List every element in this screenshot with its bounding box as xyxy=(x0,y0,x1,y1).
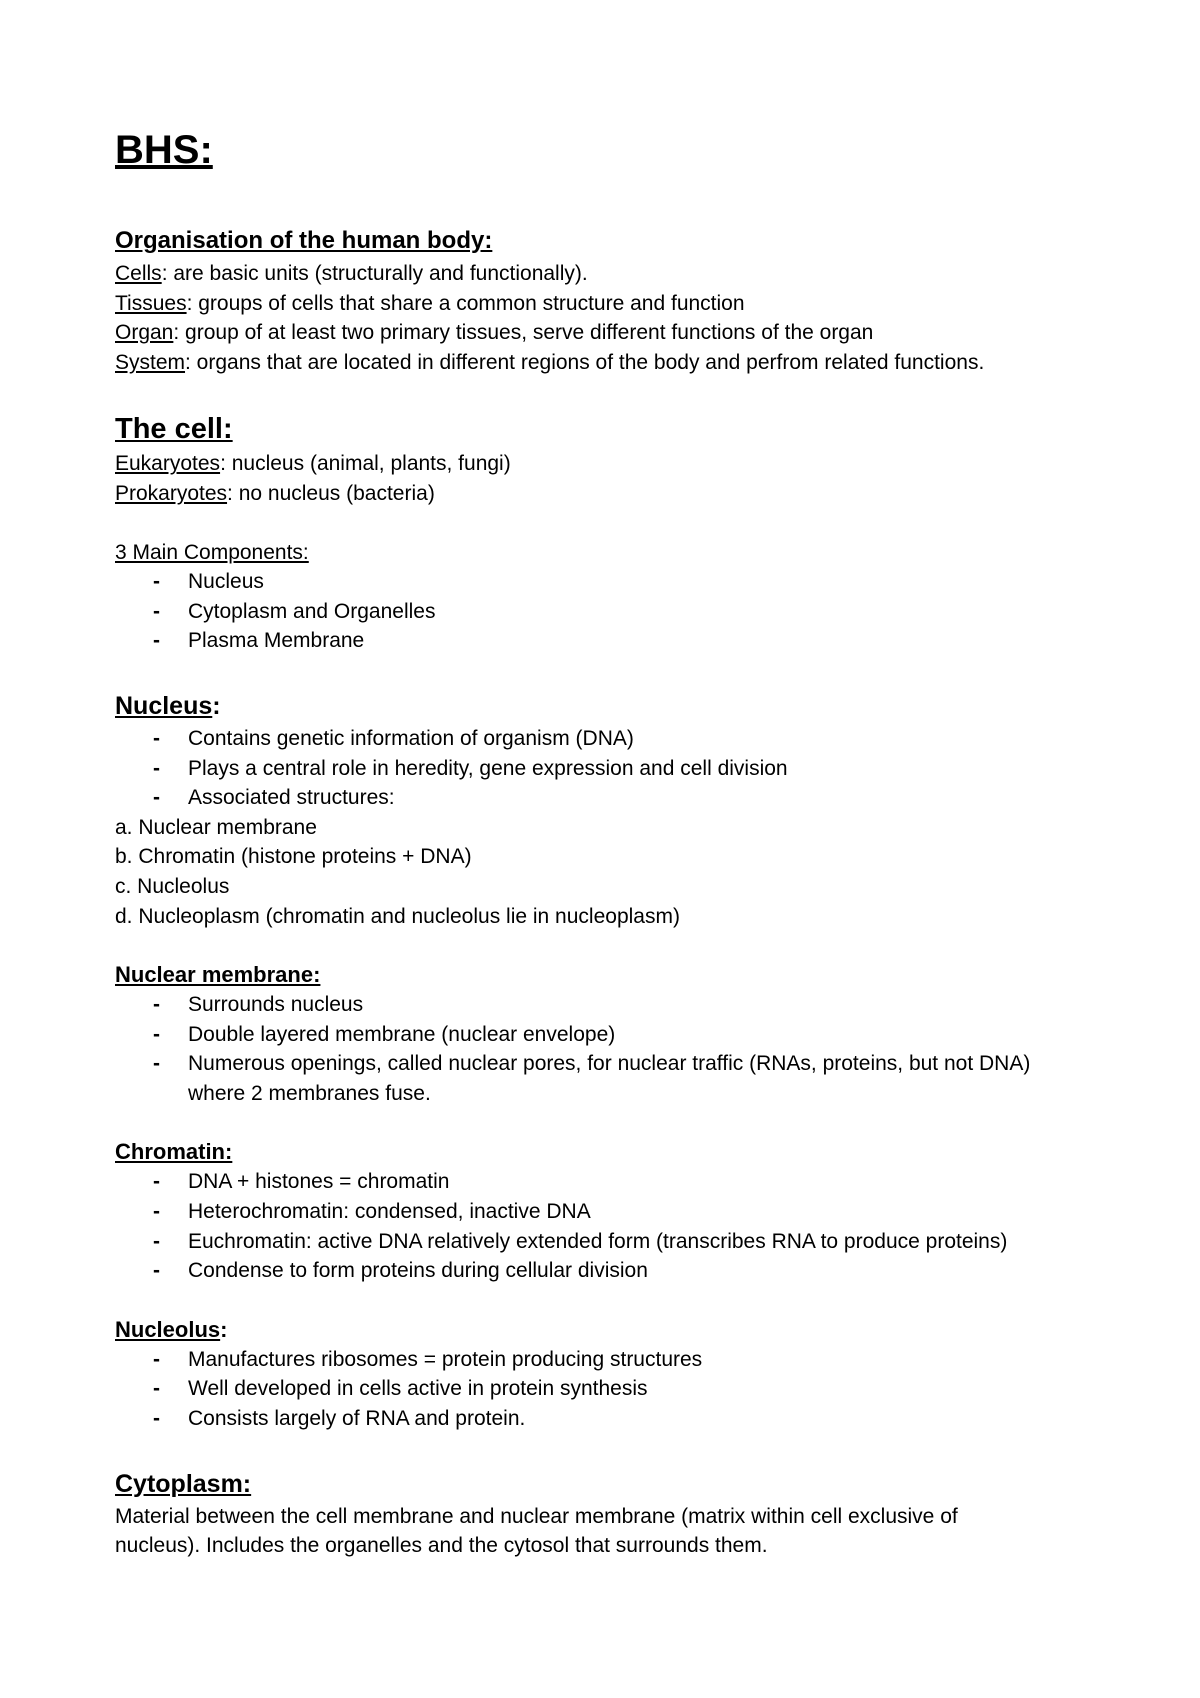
term-cells: Cells xyxy=(115,262,162,285)
list-item: - Well developed in cells active in protein synthesis xyxy=(115,1374,1115,1404)
definition-prokaryotes xyxy=(115,479,1115,509)
list-item-continuation: where 2 membranes fuse. xyxy=(188,1081,431,1105)
definition-text: : nucleus (animal, plants, fungi) xyxy=(220,452,511,476)
list-item: - Double layered membrane (nuclear envelope) xyxy=(115,1020,1115,1050)
list-item: - Plasma Membrane xyxy=(115,626,1115,656)
paragraph-line: nucleus). Includes the organelles and the cytosol that surrounds them. xyxy=(115,1534,768,1558)
heading-nuclear-membrane: Nuclear membrane: xyxy=(115,962,321,988)
list-item: - Surrounds nucleus xyxy=(115,990,1115,1020)
section-chromatin xyxy=(115,1137,1115,1285)
section-organisation xyxy=(115,223,1115,377)
list-item-text: - Numerous openings, called nuclear pores, for nuclear traffic (RNAs, proteins, but not DNA) xyxy=(188,1052,1031,1076)
term-tissues: Tissues xyxy=(115,291,187,315)
definition-text: : are basic units (structurally and functionally). xyxy=(161,262,588,285)
heading-cytoplasm-label: Cytoplasm: xyxy=(115,1469,252,1498)
components-list xyxy=(115,567,1115,656)
structure-item: b. Chromatin (histone proteins + DNA) xyxy=(115,845,472,869)
term-eukaryotes: Eukaryotes xyxy=(115,452,221,476)
section-nucleolus xyxy=(115,1315,1115,1434)
section-nuclear-membrane xyxy=(115,960,1115,1108)
heading-nucleolus xyxy=(115,1315,1115,1345)
list-item: - Heterochromatin: condensed, inactive DNA xyxy=(115,1197,1115,1227)
term-prokaryotes: Prokaryotes xyxy=(115,481,228,505)
definition-organ xyxy=(115,318,1115,348)
heading-main-components: 3 Main Components: xyxy=(115,540,309,564)
chromatin-list xyxy=(115,1167,1115,1285)
nucleus-list xyxy=(115,724,1115,813)
section-cytoplasm xyxy=(115,1466,1115,1561)
structure-item: a. Nuclear membrane xyxy=(115,815,317,839)
structure-item: c. Nucleolus xyxy=(115,874,230,898)
list-item: - Cytoplasm and Organelles xyxy=(115,597,1115,627)
heading-nucleus-suffix: : xyxy=(212,691,221,720)
term-system: System xyxy=(115,350,186,374)
cytoplasm-paragraph xyxy=(115,1502,1115,1561)
definition-text: : groups of cells that share a common structure and function xyxy=(186,291,745,315)
list-item: - Plays a central role in heredity, gene expression and cell division xyxy=(115,754,1115,784)
nuclear-membrane-list xyxy=(115,990,1115,1108)
list-item: - Condense to form proteins during cellular division xyxy=(115,1256,1115,1286)
definition-text: : organs that are located in different regions of the body and perfrom related functions. xyxy=(185,350,985,374)
definition-text: : no nucleus (bacteria) xyxy=(227,481,435,505)
heading-cytoplasm xyxy=(115,1466,1115,1502)
list-item: - Associated structures: xyxy=(115,783,1115,813)
section-the-cell xyxy=(115,409,1115,656)
heading-nucleolus-label: Nucleolus xyxy=(115,1316,221,1342)
list-item xyxy=(115,1049,1115,1108)
list-item: - Nucleus xyxy=(115,567,1115,597)
heading-nucleus xyxy=(115,688,1115,724)
definition-system xyxy=(115,348,1115,378)
document-title: BHS: xyxy=(115,128,213,172)
definition-eukaryotes xyxy=(115,449,1115,479)
paragraph-line: Material between the cell membrane and nuclear membrane (matrix within cell exclusive of xyxy=(115,1504,958,1528)
term-organ: Organ xyxy=(115,321,174,345)
nucleolus-list xyxy=(115,1345,1115,1434)
heading-organisation: Organisation of the human body: xyxy=(115,227,493,254)
document-page xyxy=(115,120,1115,1561)
definition-text: : group of at least two primary tissues, serve different functions of the organ xyxy=(173,321,874,345)
structure-item: d. Nucleoplasm (chromatin and nucleolus lie in nucleoplasm) xyxy=(115,904,680,928)
list-item: - Consists largely of RNA and protein. xyxy=(115,1404,1115,1434)
list-item: - Contains genetic information of organism (DNA) xyxy=(115,724,1115,754)
list-item: - Manufactures ribosomes = protein producing structures xyxy=(115,1345,1115,1375)
heading-nucleolus-suffix: : xyxy=(220,1316,228,1342)
list-item: - DNA + histones = chromatin xyxy=(115,1167,1115,1197)
heading-nucleus-label: Nucleus xyxy=(115,691,213,720)
heading-chromatin: Chromatin: xyxy=(115,1139,233,1165)
list-item: - Euchromatin: active DNA relatively extended form (transcribes RNA to produce proteins) xyxy=(115,1227,1115,1257)
definition-tissues xyxy=(115,289,1115,319)
definition-cells xyxy=(115,259,1115,289)
section-nucleus xyxy=(115,688,1115,931)
heading-the-cell: The cell: xyxy=(115,413,233,446)
